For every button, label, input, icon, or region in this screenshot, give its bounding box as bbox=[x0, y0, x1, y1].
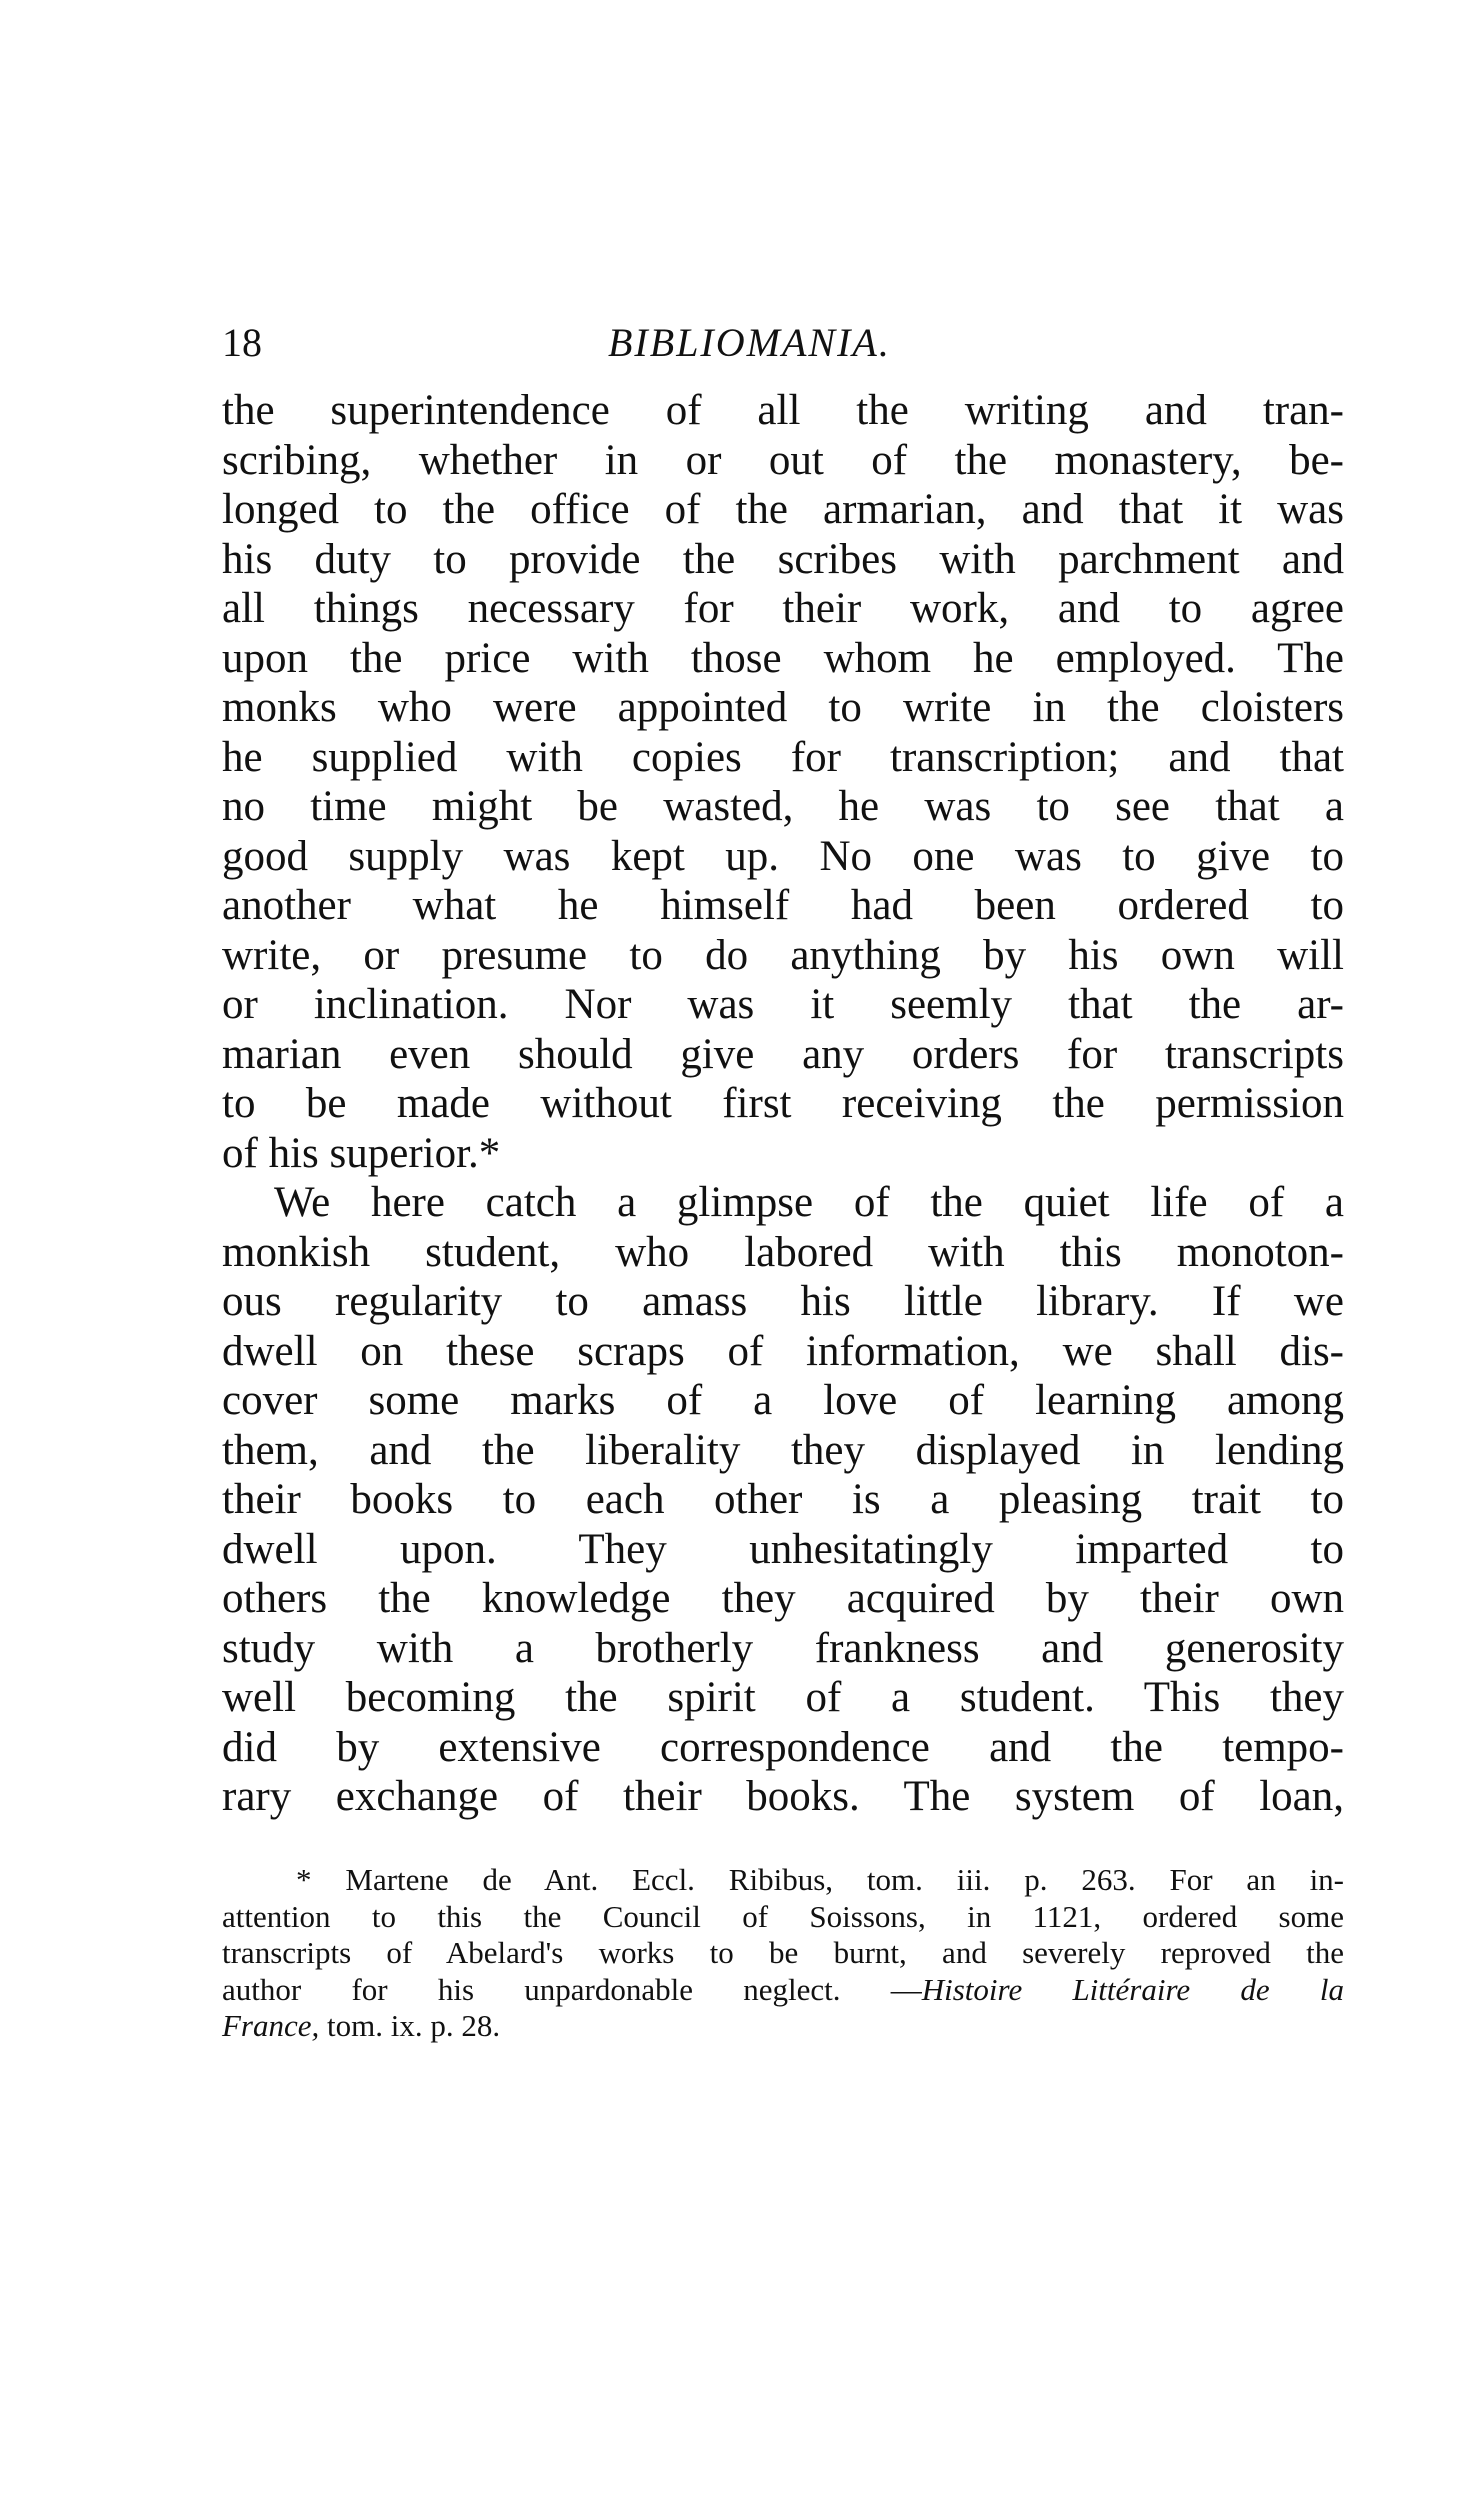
body-line: or inclination. Nor was it seemly that the ar- bbox=[222, 981, 1344, 1028]
page-number: 18 bbox=[222, 320, 262, 365]
footnote-text: tom. ix. p. 28. bbox=[319, 2008, 501, 2043]
footnote-line bbox=[222, 1972, 1344, 2009]
footnote-text: author for his unpardonable neglect. — bbox=[222, 1971, 922, 2007]
footnote-citation-title: Histoire Littéraire de la bbox=[921, 1971, 1345, 2007]
body-line: the superintendence of all the writing and tran- bbox=[222, 387, 1344, 434]
body-line: no time might be wasted, he was to see that a bbox=[222, 783, 1344, 830]
body-line: another what he himself had been ordered to bbox=[222, 882, 1344, 929]
footnote-text: Martene de Ant. Eccl. Ribibus, tom. iii. p. 263. For an in- bbox=[345, 1862, 1345, 1897]
body-line: to be made without first receiving the permission bbox=[222, 1080, 1344, 1127]
body-line: study with a brotherly frankness and generosity bbox=[222, 1624, 1344, 1672]
body-text bbox=[222, 386, 1344, 1822]
body-line: good supply was kept up. No one was to give to bbox=[222, 832, 1344, 880]
body-line: them, and the liberality they displayed in lending bbox=[222, 1426, 1344, 1474]
footnote-citation-title: France, bbox=[222, 2008, 320, 2043]
footnote-line: transcripts of Abelard's works to be burnt, and severely reproved the bbox=[222, 1935, 1344, 1970]
body-line: well becoming the spirit of a student. This they bbox=[222, 1674, 1344, 1721]
body-line: rary exchange of their books. The system of loan, bbox=[222, 1773, 1344, 1820]
footnote-line bbox=[222, 1862, 1344, 1899]
body-line: monks who were appointed to write in the cloisters bbox=[222, 684, 1344, 731]
running-head bbox=[222, 318, 1344, 368]
footnote-line: attention to this the Council of Soissons, in 1121, ordered some bbox=[222, 1898, 1344, 1934]
body-line: write, or presume to do anything by his own will bbox=[222, 931, 1344, 979]
running-title: BIBLIOMANIA. bbox=[608, 320, 891, 365]
body-line: all things necessary for their work, and to agree bbox=[222, 585, 1344, 632]
body-line: ous regularity to amass his little library. If we bbox=[222, 1278, 1344, 1325]
body-line: dwell upon. They unhesitatingly imparted to bbox=[222, 1525, 1344, 1573]
body-line: monkish student, who labored with this monoton- bbox=[222, 1228, 1344, 1276]
body-line: his duty to provide the scribes with parchment and bbox=[222, 535, 1344, 583]
footnote-line bbox=[222, 2008, 1344, 2045]
body-line-footnote-ref: of his superior.* bbox=[222, 1129, 501, 1177]
body-line: scribing, whether in or out of the monastery, be- bbox=[222, 436, 1344, 484]
body-line: did by extensive correspondence and the tempo- bbox=[222, 1723, 1344, 1771]
body-line: marian even should give any orders for transcripts bbox=[222, 1030, 1344, 1078]
body-line-paragraph-start: We here catch a glimpse of the quiet life of a bbox=[274, 1179, 1344, 1226]
body-line: dwell on these scraps of information, we shall dis- bbox=[222, 1327, 1344, 1375]
body-line: he supplied with copies for transcription; and that bbox=[222, 733, 1344, 781]
footnote bbox=[222, 1862, 1344, 2045]
footnote-marker: * bbox=[296, 1862, 312, 1897]
body-line: others the knowledge they acquired by their own bbox=[222, 1575, 1344, 1622]
body-line: their books to each other is a pleasing trait to bbox=[222, 1476, 1344, 1523]
body-line: longed to the office of the armarian, and that it was bbox=[222, 486, 1344, 533]
body-line: upon the price with those whom he employed. The bbox=[222, 634, 1344, 682]
body-line: cover some marks of a love of learning among bbox=[222, 1377, 1344, 1424]
